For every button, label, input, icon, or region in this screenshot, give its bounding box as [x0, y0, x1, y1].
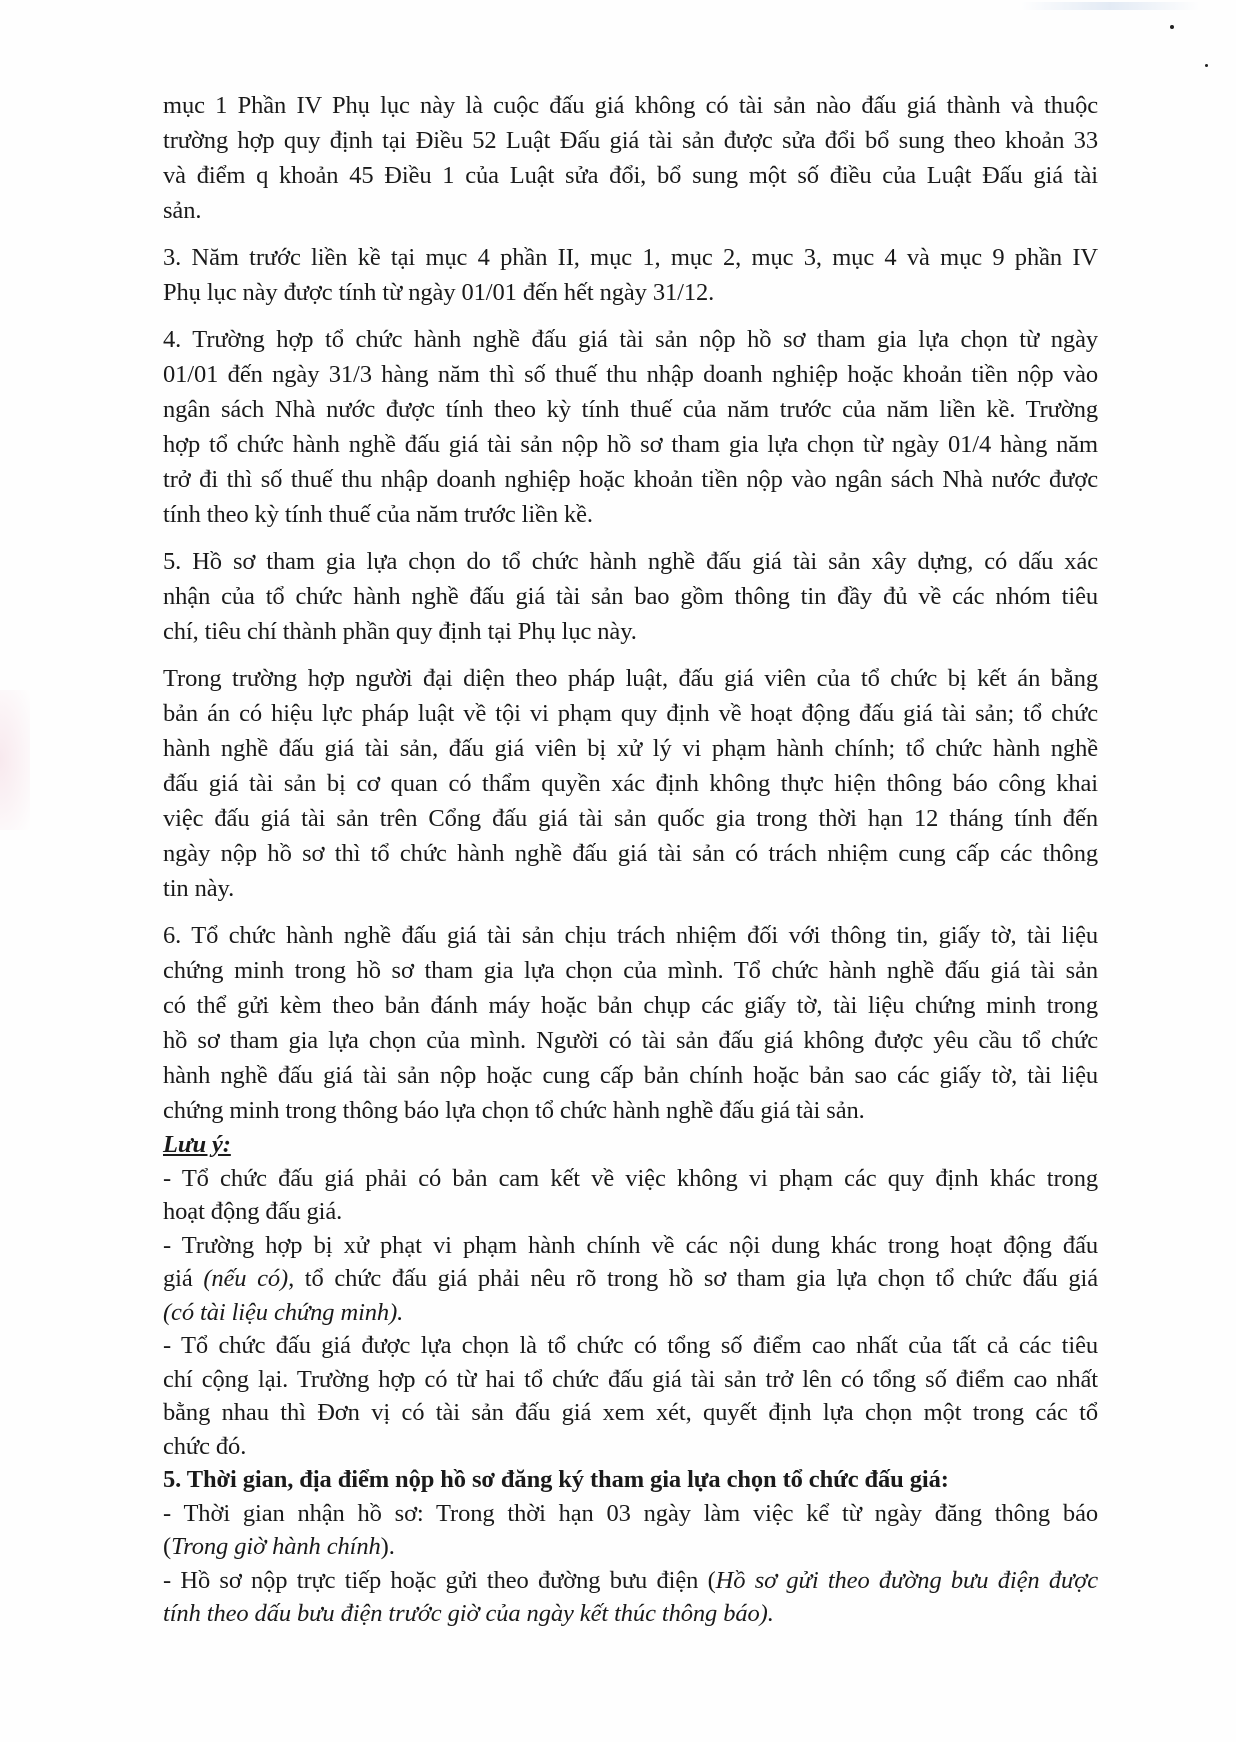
text-line: hợp tổ chức hành nghề đấu giá tài sản nộp hồ sơ tham gia lựa chọn từ ngày 01/4 hàng năm	[163, 431, 1098, 458]
text-line: Trong trường hợp người đại diện theo pháp luật, đấu giá viên của tổ chức bị kết án bằng	[163, 665, 1098, 692]
italic-text-run: Hồ sơ gửi theo đường bưu điện được	[715, 1566, 1098, 1594]
text-line: tin này.	[163, 875, 235, 902]
italic-text-run: Trong giờ hành chính	[171, 1533, 381, 1560]
text-line: 01/01 đến ngày 31/3 hàng năm thì số thuế thu nhập doanh nghiệp hoặc khoản tiền nộp vào	[163, 361, 1098, 388]
note-bullet-line: - Tổ chức đấu giá phải có bản cam kết về việc không vi phạm các quy định khác trong	[163, 1164, 1098, 1192]
italic-text-run: (nếu có),	[203, 1265, 295, 1292]
text-line: trường hợp quy định tại Điều 52 Luật Đấu giá tài sản được sửa đổi bổ sung theo khoản 33	[163, 127, 1098, 154]
note-bullet-line	[163, 1262, 1098, 1296]
scan-speck	[1205, 64, 1208, 67]
text-line: việc đấu giá tài sản trên Cổng đấu giá tài sản quốc gia trong thời hạn 12 tháng tính đến	[163, 805, 1098, 832]
text-line: 5. Hồ sơ tham gia lựa chọn do tổ chức hành nghề đấu giá tài sản xây dựng, có dấu xác	[163, 548, 1098, 575]
text-run: - Hồ sơ nộp trực tiếp hoặc gửi theo đường bưu điện (	[163, 1566, 716, 1594]
text-run: (	[163, 1533, 172, 1560]
section-5-line	[163, 1530, 1098, 1564]
text-line: Phụ lục này được tính từ ngày 01/01 đến hết ngày 31/12.	[163, 279, 715, 306]
text-line: tính theo kỳ tính thuế của năm trước liền kề.	[163, 501, 593, 528]
faded-stamp-mark	[0, 690, 30, 830]
text-line: ngân sách Nhà nước được tính theo kỳ tính thuế của năm trước của năm liền kề. Trường	[163, 396, 1098, 423]
section-5-line: - Thời gian nhận hồ sơ: Trong thời hạn 03 ngày làm việc kể từ ngày đăng thông báo	[163, 1499, 1098, 1527]
document-body	[163, 88, 1098, 1631]
scan-artifact	[1020, 2, 1200, 10]
note-bullet-line: chức đó.	[163, 1432, 247, 1460]
note-bullet-line: - Trường hợp bị xử phạt vi phạm hành chính về các nội dung khác trong hoạt động đấu	[163, 1231, 1098, 1259]
note-bullet-line: (có tài liệu chứng minh).	[163, 1298, 404, 1326]
text-line: bản án có hiệu lực pháp luật về tội vi phạm quy định về hoạt động đấu giá tài sản; tổ chức	[163, 700, 1098, 727]
text-line: ngày nộp hồ sơ thì tổ chức hành nghề đấu giá tài sản có trách nhiệm cung cấp các thông	[163, 840, 1098, 867]
text-line: chứng minh trong thông báo lựa chọn tổ chức hành nghề đấu giá tài sản.	[163, 1097, 865, 1124]
item-4-paragraph	[163, 322, 1098, 532]
section-5-heading: 5. Thời gian, địa điểm nộp hồ sơ đăng ký tham gia lựa chọn tổ chức đấu giá:	[163, 1466, 949, 1493]
text-line: 3. Năm trước liền kề tại mục 4 phần II, mục 1, mục 2, mục 3, mục 4 và mục 9 phần IV	[163, 244, 1098, 271]
intro-paragraph	[163, 88, 1098, 228]
text-line: hành nghề đấu giá tài sản, đấu giá viên bị xử lý vi phạm hành chính; tổ chức hành nghề	[163, 735, 1098, 762]
text-line: có thể gửi kèm theo bản đánh máy hoặc bản chụp các giấy tờ, tài liệu chứng minh trong	[163, 992, 1098, 1019]
text-line: hành nghề đấu giá tài sản nộp hoặc cung cấp bản chính hoặc bản sao các giấy tờ, tài liệu	[163, 1062, 1098, 1089]
item-5-paragraph	[163, 544, 1098, 649]
note-bullet-line: hoạt động đấu giá.	[163, 1198, 343, 1225]
note-bullet-line: bằng nhau thì Đơn vị có tài sản đấu giá xem xét, quyết định lựa chọn một trong các tổ	[163, 1399, 1098, 1426]
text-line: 4. Trường hợp tổ chức hành nghề đấu giá tài sản nộp hồ sơ tham gia lựa chọn từ ngày	[163, 326, 1098, 353]
text-line: đấu giá tài sản bị cơ quan có thẩm quyền xác định không thực hiện thông báo công khai	[163, 770, 1098, 797]
text-line: chứng minh trong hồ sơ tham gia lựa chọn của mình. Tổ chức hành nghề đấu giá tài sản	[163, 957, 1098, 984]
text-line: mục 1 Phần IV Phụ lục này là cuộc đấu giá không có tài sản nào đấu giá thành và thuộc	[163, 92, 1098, 119]
item-5-continued-paragraph	[163, 661, 1098, 906]
text-run: giá	[163, 1265, 204, 1292]
note-heading: Lưu ý:	[163, 1131, 231, 1158]
text-line: và điểm q khoản 45 Điều 1 của Luật sửa đổi, bổ sung một số điều của Luật Đấu giá tài	[163, 162, 1098, 189]
section-5-line	[163, 1564, 1098, 1598]
section-5-line: tính theo dấu bưu điện trước giờ của ngày kết thúc thông báo).	[163, 1600, 774, 1627]
text-run: tổ chức đấu giá phải nêu rõ trong hồ sơ tham gia lựa chọn tổ chức đấu giá	[294, 1265, 1099, 1292]
text-run: ).	[380, 1533, 395, 1560]
note-bullet-line: - Tổ chức đấu giá được lựa chọn là tổ chức có tổng số điểm cao nhất của tất cả các tiêu	[163, 1332, 1098, 1359]
item-3-paragraph	[163, 240, 1098, 310]
text-line: trở đi thì số thuế thu nhập doanh nghiệp hoặc khoản tiền nộp vào ngân sách Nhà nước được	[163, 466, 1098, 493]
text-line: chí, tiêu chí thành phần quy định tại Phụ lục này.	[163, 618, 637, 645]
text-line: hồ sơ tham gia lựa chọn của mình. Người có tài sản đấu giá không được yêu cầu tổ chức	[163, 1027, 1098, 1054]
text-line: 6. Tổ chức hành nghề đấu giá tài sản chịu trách nhiệm đối với thông tin, giấy tờ, tài liệu	[163, 922, 1098, 949]
text-line: sản.	[163, 197, 202, 224]
item-6-paragraph	[163, 918, 1098, 1128]
scan-speck	[1170, 25, 1174, 29]
text-line: nhận của tổ chức hành nghề đấu giá tài sản bao gồm thông tin đầy đủ về các nhóm tiêu	[163, 583, 1098, 610]
note-bullet-line: chí cộng lại. Trường hợp có từ hai tổ chức đấu giá tài sản trở lên có tổng số điểm cao nhất	[163, 1365, 1098, 1393]
note-section	[163, 1128, 1098, 1631]
